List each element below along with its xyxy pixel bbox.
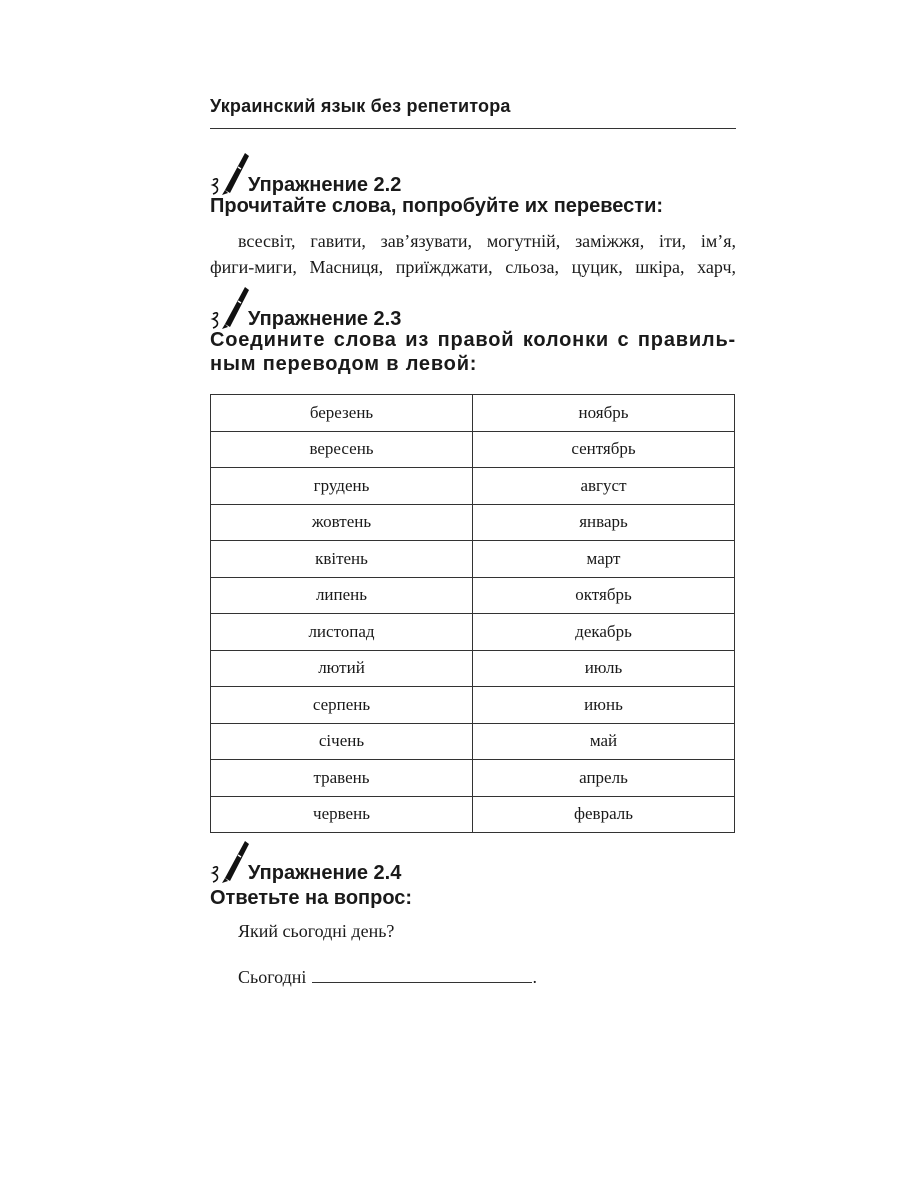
ukrainian-word-cell: вересень xyxy=(211,431,473,468)
matching-table xyxy=(210,394,735,833)
answer-prefix: Сьогодні xyxy=(238,967,307,987)
word-list-line: фиги-миги, Масниця, приїжджати, сльоза, цуцик, шкіра, харч, xyxy=(210,257,736,277)
russian-word-cell: ноябрь xyxy=(473,395,735,432)
table-row xyxy=(211,614,735,651)
table-row xyxy=(211,541,735,578)
table-row xyxy=(211,468,735,505)
table-row xyxy=(211,760,735,797)
table-row xyxy=(211,504,735,541)
exercise-2-3-heading xyxy=(210,284,736,330)
exercise-2-4-task: Ответьте на вопрос: xyxy=(210,887,413,909)
pen-icon xyxy=(210,838,250,884)
exercise-2-3-task: Соедините слова из правой колонки с правиль- ным переводом в левой: xyxy=(210,329,736,375)
exercise-2-4-title: Упражнение 2.4 xyxy=(248,862,402,884)
running-head-title: Украинский язык без репетитора xyxy=(210,96,511,116)
russian-word-cell: апрель xyxy=(473,760,735,797)
exercise-2-3-title: Упражнение 2.3 xyxy=(248,308,402,330)
ukrainian-word-cell: грудень xyxy=(211,468,473,505)
table-row xyxy=(211,687,735,724)
table-row xyxy=(211,796,735,833)
russian-word-cell: октябрь xyxy=(473,577,735,614)
word-list-line: всесвіт, гавити, зав’язувати, могутній, заміжжя, іти, ім’я, xyxy=(238,231,736,251)
answer-suffix: . xyxy=(532,967,537,987)
russian-word-cell: январь xyxy=(473,504,735,541)
exercise-2-2-title: Упражнение 2.2 xyxy=(248,174,402,196)
russian-word-cell: август xyxy=(473,468,735,505)
ukrainian-word-cell: квітень xyxy=(211,541,473,578)
exercise-2-4-question: Який сьогодні день? xyxy=(238,921,395,941)
table-row xyxy=(211,723,735,760)
exercise-2-2-heading xyxy=(210,150,736,196)
header-rule xyxy=(210,128,736,129)
ukrainian-word-cell: серпень xyxy=(211,687,473,724)
pen-icon xyxy=(210,150,250,196)
exercise-2-2-task: Прочитайте слова, попробуйте их перевести: xyxy=(210,195,664,217)
russian-word-cell: май xyxy=(473,723,735,760)
table-row xyxy=(211,577,735,614)
ukrainian-word-cell: лютий xyxy=(211,650,473,687)
table-row xyxy=(211,395,735,432)
russian-word-cell: сентябрь xyxy=(473,431,735,468)
exercise-2-4-heading xyxy=(210,838,736,884)
answer-blank[interactable] xyxy=(312,968,532,983)
ukrainian-word-cell: червень xyxy=(211,796,473,833)
ukrainian-word-cell: травень xyxy=(211,760,473,797)
table-row xyxy=(211,650,735,687)
ukrainian-word-cell: липень xyxy=(211,577,473,614)
ukrainian-word-cell: жовтень xyxy=(211,504,473,541)
exercise-2-2-word-list xyxy=(210,228,736,280)
russian-word-cell: июль xyxy=(473,650,735,687)
russian-word-cell: июнь xyxy=(473,687,735,724)
russian-word-cell: февраль xyxy=(473,796,735,833)
ukrainian-word-cell: листопад xyxy=(211,614,473,651)
russian-word-cell: март xyxy=(473,541,735,578)
table-row xyxy=(211,431,735,468)
ukrainian-word-cell: січень xyxy=(211,723,473,760)
exercise-2-4-answer-line xyxy=(238,966,537,988)
russian-word-cell: декабрь xyxy=(473,614,735,651)
ukrainian-word-cell: березень xyxy=(211,395,473,432)
pen-icon xyxy=(210,284,250,330)
